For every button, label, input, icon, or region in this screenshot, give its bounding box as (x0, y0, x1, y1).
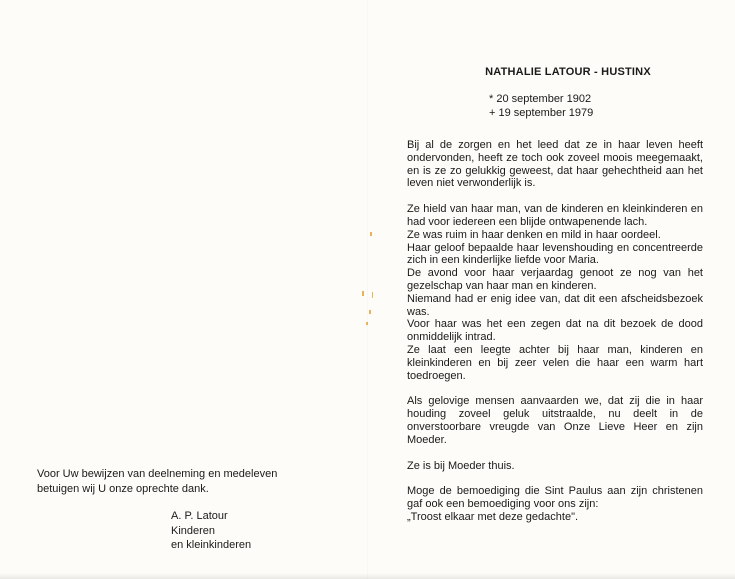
paragraph: Als gelovige mensen aanvaarden we, dat zij die in haar houding zoveel geluk uitstraalde, nu deelt in de onverstoorbare vreugde van Onze Lieve Heer en zijn Moeder. (407, 395, 703, 446)
life-dates (489, 93, 593, 120)
paragraph: Ze was ruim in haar denken en mild in haar oordeel. (407, 228, 661, 241)
card-bottom-edge (0, 573, 735, 579)
paragraph: Moge de bemoediging die Sint Paulus aan zijn christenen gaf ook een bemoediging voor ons zijn: (407, 485, 703, 511)
signature-block (171, 509, 251, 553)
paragraph: „Troost elkaar met deze gedachte". (407, 510, 579, 523)
deceased-name: NATHALIE LATOUR - HUSTINX (485, 66, 651, 78)
card-fold (367, 0, 368, 579)
paragraph: Ze hield van haar man, van de kinderen en kleinkinderen en had voor iedereen een blijde ontwapenende lach. (407, 203, 703, 228)
paragraph: Ze is bij Moeder thuis. (407, 459, 515, 472)
paragraph: Voor haar was het een zegen dat na dit bezoek de dood onmiddelijk intrad. (407, 318, 703, 344)
paragraph: Niemand had er enig idee van, dat dit een afscheidsbezoek was. (407, 292, 703, 318)
paragraph: Ze laat een leegte achter bij haar man, kinderen en kleinkinderen en bij zeer velen die haar een warm hart toedroegen. (407, 343, 703, 382)
signature-line: en kleinkinderen (171, 539, 252, 551)
thank-you-message (37, 467, 337, 496)
memorial-text (407, 139, 703, 524)
death-date: + 19 september 1979 (489, 106, 594, 119)
signature-line: Kinderen (171, 524, 216, 537)
birth-date: * 20 september 1902 (489, 93, 592, 105)
thanks-line: betuigen wij U onze oprechte dank. (37, 482, 209, 495)
thanks-line: Voor Uw bewijzen van deelneming en medeleven (37, 468, 278, 480)
paragraph: Haar geloof bepaalde haar levenshouding en concentreerde zich in een kinderlijke liefde voor Maria. (407, 241, 703, 267)
paragraph: Bij al de zorgen en het leed dat ze in haar leven heeft ondervonden, heeft ze toch ook zoveel moois meegemaakt, en is ze zo gelukkig geweest, dat haar gehechtheid aan het leven niet verwonderlijk is. (407, 139, 703, 190)
paragraph: De avond voor haar verjaardag genoot ze nog van het gezelschap van haar man en kinderen. (407, 267, 703, 292)
signature-line: A. P. Latour (171, 510, 228, 522)
